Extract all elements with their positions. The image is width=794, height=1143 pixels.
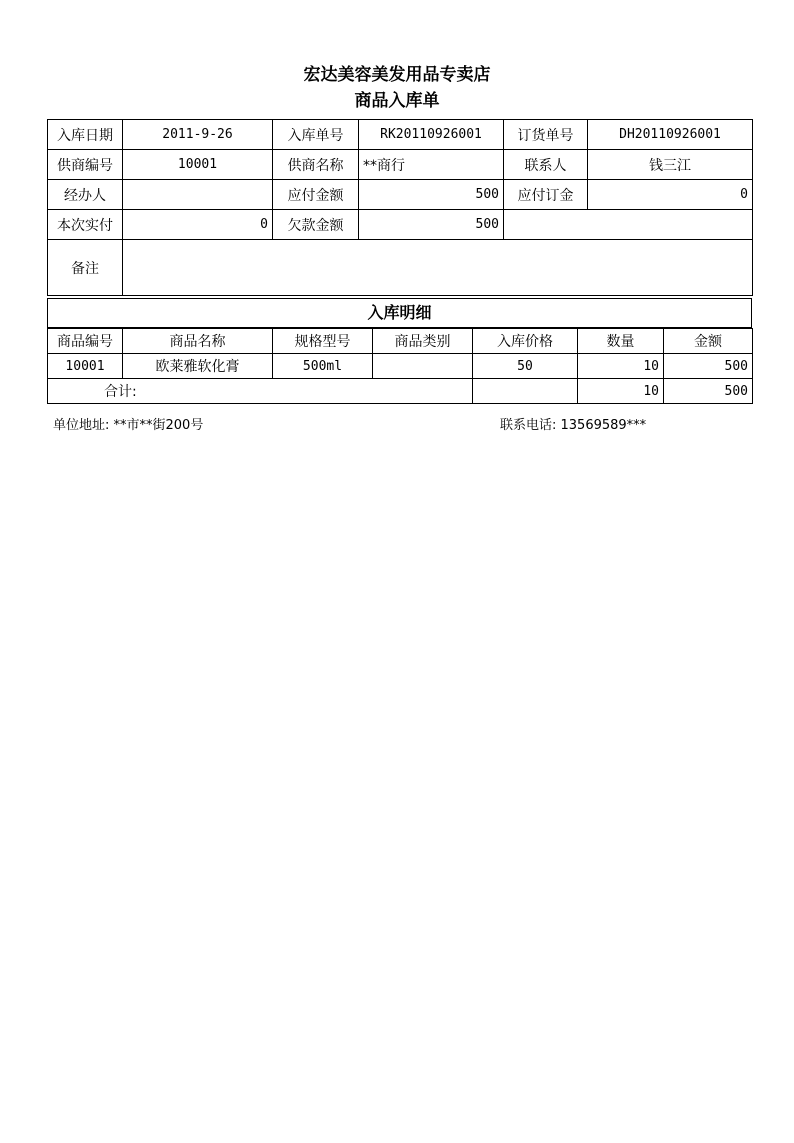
handler-value <box>123 180 273 210</box>
column-header: 规格型号 <box>273 329 373 354</box>
owed-label: 欠款金额 <box>273 210 359 240</box>
total-price-empty <box>473 379 578 404</box>
paid-value: 0 <box>123 210 273 240</box>
column-header: 商品名称 <box>123 329 273 354</box>
order-no-value: DH20110926001 <box>588 120 753 150</box>
payable-value: 500 <box>359 180 504 210</box>
header-row-2 <box>48 150 753 180</box>
notes-row <box>48 240 753 296</box>
quantity-cell: 10 <box>578 354 664 379</box>
header-row-1 <box>48 120 753 150</box>
supplier-code-label: 供商编号 <box>48 150 123 180</box>
footer-address: 单位地址: **市**街200号 <box>53 418 204 433</box>
paid-label: 本次实付 <box>48 210 123 240</box>
header-table <box>47 119 753 296</box>
header-row-4 <box>48 210 753 240</box>
empty-cell <box>504 210 753 240</box>
column-header: 商品类别 <box>373 329 473 354</box>
supplier-name-value: **商行 <box>359 150 504 180</box>
category-cell <box>373 354 473 379</box>
receipt-date-value: 2011-9-26 <box>123 120 273 150</box>
total-amount: 500 <box>664 379 753 404</box>
supplier-name-label: 供商名称 <box>273 150 359 180</box>
detail-header-row <box>48 329 753 354</box>
footer-phone: 联系电话: 13569589*** <box>500 418 647 433</box>
detail-table <box>47 328 753 404</box>
total-quantity: 10 <box>578 379 664 404</box>
table-row <box>48 354 753 379</box>
column-header: 数量 <box>578 329 664 354</box>
order-no-label: 订货单号 <box>504 120 588 150</box>
document-title: 商品入库单 <box>354 91 440 111</box>
column-header: 金额 <box>664 329 753 354</box>
receipt-no-label: 入库单号 <box>273 120 359 150</box>
product-code-cell: 10001 <box>48 354 123 379</box>
product-name-cell: 欧莱雅软化膏 <box>123 354 273 379</box>
total-label: 合计: <box>48 379 473 404</box>
column-header: 商品编号 <box>48 329 123 354</box>
column-header: 入库价格 <box>473 329 578 354</box>
receipt-date-label: 入库日期 <box>48 120 123 150</box>
store-name: 宏达美容美发用品专卖店 <box>303 65 491 85</box>
handler-label: 经办人 <box>48 180 123 210</box>
notes-value <box>123 240 753 296</box>
receipt-no-value: RK20110926001 <box>359 120 504 150</box>
header-row-3 <box>48 180 753 210</box>
detail-title: 入库明细 <box>47 298 752 328</box>
total-row <box>48 379 753 404</box>
contact-value: 钱三江 <box>588 150 753 180</box>
payable-label: 应付金额 <box>273 180 359 210</box>
amount-cell: 500 <box>664 354 753 379</box>
spec-cell: 500ml <box>273 354 373 379</box>
deposit-label: 应付订金 <box>504 180 588 210</box>
contact-label: 联系人 <box>504 150 588 180</box>
deposit-value: 0 <box>588 180 753 210</box>
notes-label: 备注 <box>48 240 123 296</box>
price-cell: 50 <box>473 354 578 379</box>
supplier-code-value: 10001 <box>123 150 273 180</box>
owed-value: 500 <box>359 210 504 240</box>
